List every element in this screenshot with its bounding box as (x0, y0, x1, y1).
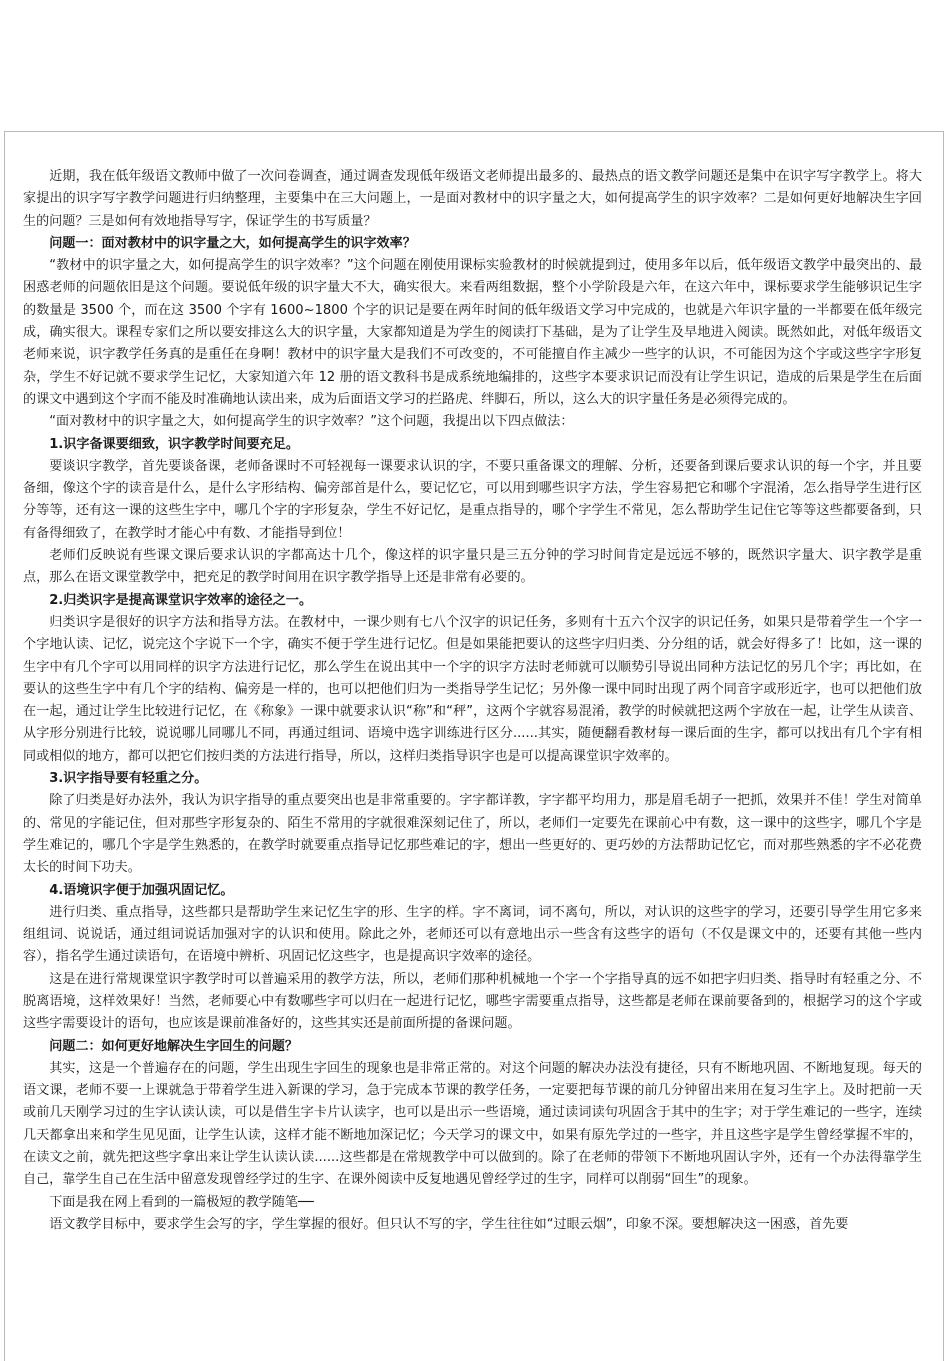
article-body (23, 166, 922, 1236)
paragraph: 除了归类是好办法外，我认为识字指导的重点要突出也是非常重要的。字字都详教，字字都平均用力，那是眉毛胡子一把抓，效果并不佳！学生对简单的、常见的字能记住，但对那些字形复杂的、陌生不常用的字就很难深刻记住了，所以，老师们一定要先在课前心中有数，这一课中的这些字，哪几个字是学生难记的，哪几个字是学生熟悉的，在教学时就要重点指导记忆那些难记的字，想出一些更好的、更巧妙的方法帮助记忆它，而对那些熟悉的字不必花费太长的时间下功夫。 (23, 793, 922, 876)
paragraph: 老师们反映说有些课文课后要求认识的字都高达十几个，像这样的识字量只是三五分钟的学习时间肯定是远远不够的，既然识字量大、识字教学是重点，那么在语文课堂教学中，把充足的教学时间用在识字教学指导上还是非常有必要的。 (23, 548, 922, 586)
paragraph: 近期，我在低年级语文教师中做了一次问卷调查，通过调查发现低年级语文老师提出最多的、最热点的语文教学问题还是集中在识字写字教学上。将大家提出的识字写字教学问题进行归纳整理，主要集中在三大问题上，一是面对教材中的识字量之大，如何提高学生的识字效率？二是如何更好地解决生字回生的问题？三是如何有效地指导写字，保证学生的书写质量？ (23, 169, 922, 229)
paragraph: 归类识字是很好的识字方法和指导方法。在教材中，一课少则有七八个汉字的识记任务，多则有十五六个汉字的识记任务，如果只是带着学生一个字一个字地认读、记忆，说完这个字说下一个字，确实不便于学生进行记忆。但是如果能把要认的这些字归归类、分分组的话，就会好得多了！比如，这一课的生字中有几个字可以用同样的识字方法进行记忆，那么学生在说出其中一个字的识字方法时老师就可以顺势引导说出同种方法记忆的另几个字；再比如，在要认的这些生字中有几个字的结构、偏旁是一样的，也可以把他们归为一类指导学生记忆；另外像一课中同时出现了两个同音字或形近字，也可以把他们放在一起，通过让学生比较进行记忆，在《称象》一课中就要求认识“称”和“秤”，这两个字就容易混淆，教学的时候就把这两个字放在一起，让学生从读音、从字形分别进行比较，说说哪儿同哪儿不同，再通过组词、语境中选字训练进行区分......其实，随便翻看教材每一课后面的生字，都可以找出有几个字有相同或相似的地方，都可以把它们按归类的方法进行指导，所以，这样归类指导识字也是可以提高课堂识字效率的。 (23, 614, 922, 764)
section-heading: 1.识字备课要细致，识字教学时间要充足。 (49, 436, 299, 452)
paragraph: 其实，这是一个普遍存在的问题，学生出现生字回生的现象也是非常正常的。对这个问题的解决办法没有捷径，只有不断地巩固、不断地复现。每天的语文课，老师不要一上课就急于带着学生进入新课的学习，急于完成本节课的教学任务，一定要把每节课的前几分钟留出来用在复习生字上。及时把前一天或前几天刚学习过的生字认读认读，可以是借生字卡片认读字，也可以是出示一些语境，通过读词读句巩固含于其中的生字；对于学生难记的一些字，连续几天都拿出来和学生见见面，让学生认读，这样才能不断地加深记忆；今天学习的课文中，如果有原先学过的一些字，并且这些字是学生曾经掌握不牢的，在读文之前，就先把这些字拿出来让学生认读认读......这些都是在常规教学中可以做到的。除了在老师的带领下不断地巩固认字外，还有一个办法得靠学生自己，靠学生自己在生活中留意发现曾经学过的生字、在课外阅读中反复地遇见曾经学过的生字，同样可以削弱“回生”的现象。 (23, 1060, 922, 1188)
paragraph: 这是在进行常规课堂识字教学时可以普遍采用的教学方法，所以，老师们那种机械地一个字一个字指导真的远不如把字归归类、指导时有轻重之分、不脱离语境，这样效果好！当然，老师要心中有数哪些字可以归在一起进行记忆，哪些字需要重点指导，这些都是老师在课前要备到的，根据学习的这个字或这些字需要设计的语句，也应该是课前准备好的，这些其实还是前面所提的备课问题。 (23, 971, 922, 1032)
paragraph: 下面是我在网上看到的一篇极短的教学随笔── (49, 1194, 314, 1210)
paragraph: “面对教材中的识字量之大，如何提高学生的识字效率？”这个问题，我提出以下四点做法： (49, 414, 574, 430)
section-heading: 问题二：如何更好地解决生字回生的问题？ (49, 1038, 298, 1054)
section-heading: 问题一：面对教材中的识字量之大，如何提高学生的识字效率？ (49, 235, 416, 251)
paragraph: 语文教学目标中，要求学生会写的字，学生掌握的很好。但只认不写的字，学生往往如“过眼云烟”，印象不深。要想解决这一困惑，首先要 (49, 1216, 849, 1232)
paragraph: 要谈识字教学，首先要谈备课，老师备课时不可轻视每一课要求认识的字，不要只重备课文的理解、分析，还要备到课后要求认识的每一个字，并且要备细，像这个字的读音是什么，是什么字形结构、偏旁部首是什么，要记忆它，可以用到哪些识字方法，学生容易把它和哪个字混淆，怎么指导学生进行区分等等，还有这一课的这些生字中，哪几个字的字形复杂，学生不好记忆，是重点指导的，哪个字学生不常见，怎么帮助学生记住它等等这些都要备到，只有备得细致了，在教学时才能心中有数、才能指导到位！ (23, 458, 922, 541)
section-heading: 4.语境识字便于加强巩固记忆。 (49, 882, 234, 898)
paragraph: 进行归类、重点指导，这些都只是帮助学生来记忆生字的形、生字的样。字不离词，词不离句，所以，对认识的这些字的学习，还要引导学生用它多来组组词、说说话，通过组词说话加强对字的认识和使用。除此之外，老师还可以有意地出示一些含有这些字的语句（不仅是课文中的，还要有其他一些内容），指名学生通过读语句，在语境中辨析、巩固记忆这些字，也是提高识字效率的途径。 (23, 904, 922, 965)
section-heading: 2.归类识字是提高课堂识字效率的途径之一。 (49, 592, 313, 608)
paragraph: “教材中的识字量之大，如何提高学生的识字效率？”这个问题在刚使用课标实验教材的时候就提到过，使用多年以后，低年级语文教学中最突出的、最困惑老师的问题依旧是这个问题。要说低年级的识字量大不大，确实很大。来看两组数据，整个小学阶段是六年，在这六年中，课标要求学生能够识记生字的数量是 3500 个，而在这 3500 个字有 1600~1800 个字的识记是要在两年时间的低年级语文学习中完成的，也就是六年识字量的一半都要在低年级完成，确实很大。课程专家们之所以要安排这么大的识字量，大家都知道是为学生的阅读打下基础，是为了让学生及早地进入阅读。既然如此，对低年级语文老师来说，识字教学任务真的是重任在身啊！教材中的识字量大是我们不可改变的，不可能擅自作主减少一些字的认识，不可能因为这个字或这些字字形复杂，学生不好记就不要求学生记忆，大家知道六年 12 册的语文教科书是成系统地编排的，这些字本要求识记而没有让学生识记，造成的后果是学生在后面的课文中遇到这个字而不能及时准确地认读出来，成为后面语文学习的拦路虎、绊脚石，所以，这么大的识字量任务是必须得完成的。 (23, 258, 922, 407)
section-heading: 3.识字指导要有轻重之分。 (49, 771, 208, 787)
document-page (4, 131, 944, 1361)
